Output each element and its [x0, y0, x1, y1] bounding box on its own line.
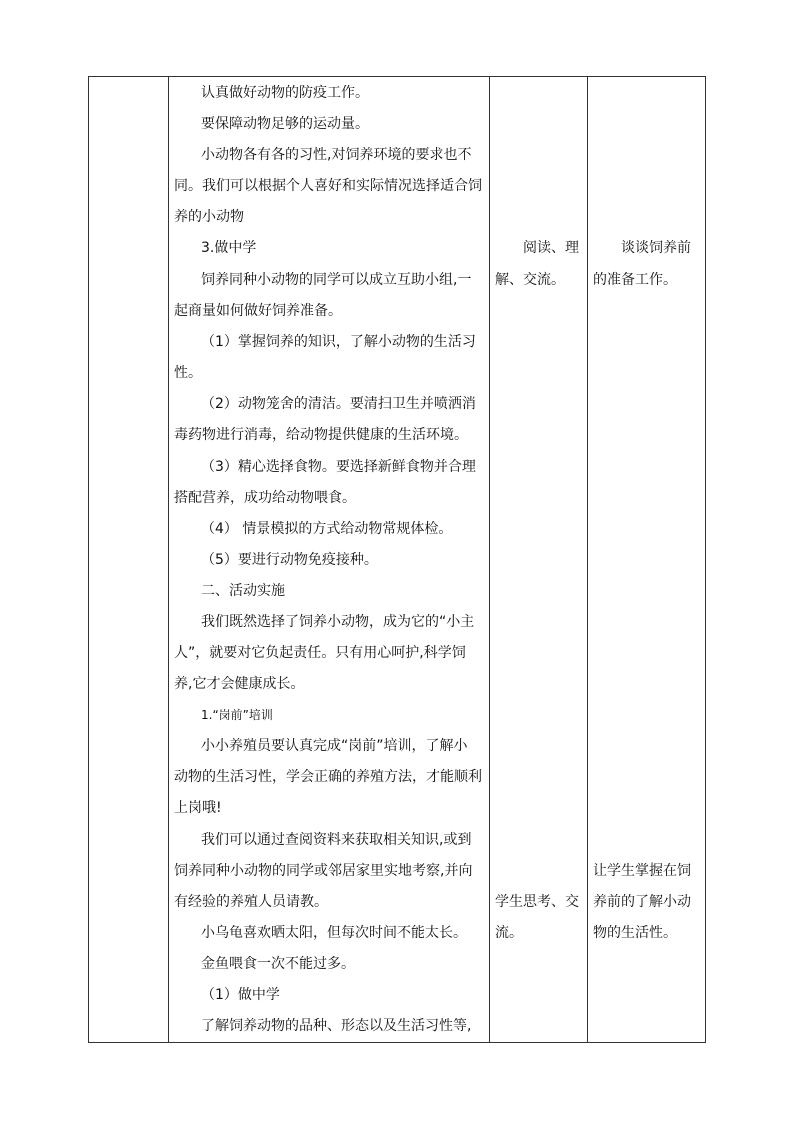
paragraph-line: 我们既然选择了饲养小动物，成为它的“小主 [201, 614, 475, 630]
intent-text: 让学生掌握在饲 [593, 863, 691, 879]
paragraph-line: 饲养同种小动物的同学可以成立互助小组,一 [201, 272, 472, 288]
paragraph-line: 性。 [174, 365, 202, 381]
paragraph-line: 有经验的养殖人员请教。 [174, 894, 328, 910]
paragraph-line: （3）精心选择食物。要选择新鲜食物并合理 [201, 459, 476, 475]
lesson-table [88, 76, 706, 1043]
intent-text: 谈谈饲养前 [621, 240, 691, 256]
section-heading: 1.“岗前”培训 [201, 708, 273, 722]
intent-text: 的准备工作。 [593, 272, 677, 288]
activity-text: 流。 [495, 925, 523, 941]
paragraph-line: （2）动物笼舍的清洁。要清扫卫生并喷洒消 [201, 396, 476, 412]
section-heading: 二、活动实施 [201, 583, 285, 599]
paragraph-line: 上岗哦! [174, 800, 222, 816]
paragraph-line: 动物的生活习性，学会正确的养殖方法，才能顺利 [174, 769, 482, 785]
section-heading: （1）做中学 [201, 987, 280, 1003]
paragraph-line: 小小养殖员要认真完成“岗前”培训，了解小 [201, 738, 468, 754]
column-divider [168, 77, 169, 1042]
intent-text: 养前的了解小动 [593, 894, 691, 910]
paragraph-line: 养的小动物 [174, 209, 244, 225]
column-divider [587, 77, 588, 1042]
paragraph-line: 毒药物进行消毒，给动物提供健康的生活环境。 [174, 427, 468, 443]
activity-text: 解、交流。 [495, 272, 565, 288]
activity-text: 学生思考、交 [495, 894, 579, 910]
paragraph-line: （5）要进行动物免疫接种。 [201, 552, 378, 568]
section-heading: 3.做中学 [201, 240, 257, 256]
paragraph-line: 饲养同种小动物的同学或邻居家里实地考察,并向 [174, 863, 473, 879]
paragraph-line: 搭配营养，成功给动物喂食。 [174, 490, 356, 506]
paragraph-line: 同。我们可以根据个人喜好和实际情况选择适合饲 [174, 178, 482, 194]
paragraph-line: 要保障动物足够的运动量。 [201, 116, 369, 132]
activity-text: 阅读、理 [523, 240, 579, 256]
paragraph-line: 小动物各有各的习性,对饲养环境的要求也不 [201, 147, 472, 163]
paragraph-line: 了解饲养动物的品种、形态以及生活习性等, [201, 1018, 472, 1034]
paragraph-line: 起商量如何做好饲养准备。 [174, 303, 342, 319]
paragraph-line: （4） 情景模拟的方式给动物常规体检。 [201, 521, 453, 537]
paragraph-line: 我们可以通过查阅资料来获取相关知识,或到 [201, 832, 472, 848]
paragraph-line: 养,它才会健康成长。 [174, 676, 305, 692]
paragraph-line: 人”，就要对它负起责任。只有用心呵护,科学饲 [174, 645, 466, 661]
paragraph-line: 金鱼喂食一次不能过多。 [201, 956, 355, 972]
paragraph-line: 小乌龟喜欢晒太阳，但每次时间不能太长。 [201, 925, 467, 941]
column-divider [489, 77, 490, 1042]
paragraph-line: （1）掌握饲养的知识，了解小动物的生活习 [201, 334, 476, 350]
intent-text: 物的生活性。 [593, 925, 677, 941]
paragraph-line: 认真做好动物的防疫工作。 [201, 85, 369, 101]
